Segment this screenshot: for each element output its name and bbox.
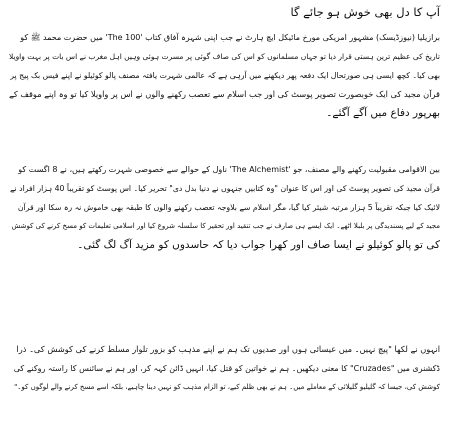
paragraph-line: بھی کیا۔ کچھ ایسی ہی صورتحال ایک دفعہ پھر دیکھنے میں آرہی ہے کہ عالمی شہرت یافتہ مصنف پالو کوئیلو نے اپنے فیس بک پیج پر	[10, 71, 440, 80]
paragraph-line: مجید کے لیے پسندیدگی پر بلبلا اٹھے۔ ایک ایسے ہی صارف نے جب تنقید اور تحقیر کا سلسلہ شروع کیا اور اسلامی تعلیمات کو مسخ کرنے کی کوشش	[11, 222, 440, 230]
paragraph-line: قرآن مجید کی ایک خوبصورت تصویر پوسٹ کی اور جب اسلام سے تعصب رکھنے والوں نے اس پر واویلا کیا تو وہ اپنے موقف کے	[9, 89, 440, 99]
paragraph-post	[8, 160, 440, 255]
paragraph-line: بین الاقوامی مقبولیت رکھنے والے مصنف، جو 'The Alchemist' ناول کے حوالے سے خصوصی شہرت رکھتے ہیں، نے 8 اگست کو	[18, 165, 440, 174]
paragraph-line: تاریخ کی عظیم ترین ہستی قرار دیا تو جہاں مسلمانوں کو اس کی صاف گوئی پر مسرت ہوئی وہیں اہل مغرب نے اس بات پر بہت واویلا	[9, 52, 440, 61]
paragraph-line: انہوں نے لکھا "پیچ نہیں۔ میں عیسائی ہوں اور صدیوں تک ہم نے اپنے مذہب کو بزور تلوار مسلط کرنے کی کوشش کی۔ ذرا	[16, 344, 440, 354]
paragraph-line: کی تو پالو کوئیلو نے ایسا صاف اور کھرا جواب دیا کہ حاسدوں کو مزید آگ لگ گئی۔	[77, 239, 440, 251]
paragraph-line: بھرپور دفاع میں آگے آگئے۔	[326, 107, 440, 119]
paragraph-line: قرآن مجید کی تصویر پوسٹ کی اور اس کا عنوان "وہ کتابیں جنہوں نے دنیا بدل دی" تحریر کیا۔ اس پوسٹ کو تقریباً 40 ہزار افراد نے	[10, 184, 440, 193]
paragraph-quote	[8, 340, 440, 397]
paragraph-intro	[8, 28, 440, 123]
paragraph-line: کوشش کی، جیسا کہ گلیلیو گلیلائی کے معاملے میں۔ ہم نے بھی ظلم کیے، تو الزام مذہب کو نہیں دینا چاہیے، بلکہ اسے مسخ کرنے والے لوگوں کو۔"	[14, 383, 440, 391]
paragraph-line: برازیلیا (نیوزڈیسک) مشہور امریکی مورخ مائیکل ایچ ہارٹ نے جب اپنی شہرہ آفاق کتاب 'The 100' میں حضرت محمد ﷺ کو	[20, 33, 440, 42]
article-heading: آپ کا دل بھی خوش ہو جائے گا	[290, 5, 440, 19]
paragraph-line: ڈکشنری میں "Cruzades" کا معنی دیکھیں۔ ہم نے خواتین کو قتل کیا، انہیں ڈائن کہہ کر، اور ہم نے سائنس کا راستہ روکنے کی	[13, 364, 440, 373]
paragraph-line: لائیک کیا جبکہ تقریباً 5 ہزار مرتبہ شیئر کیا گیا، مگر اسلام سے بلاوجہ تعصب رکھنے والوں کا طبقہ بھی خاموش نہ رہ سکا اور قرآن	[17, 203, 440, 212]
